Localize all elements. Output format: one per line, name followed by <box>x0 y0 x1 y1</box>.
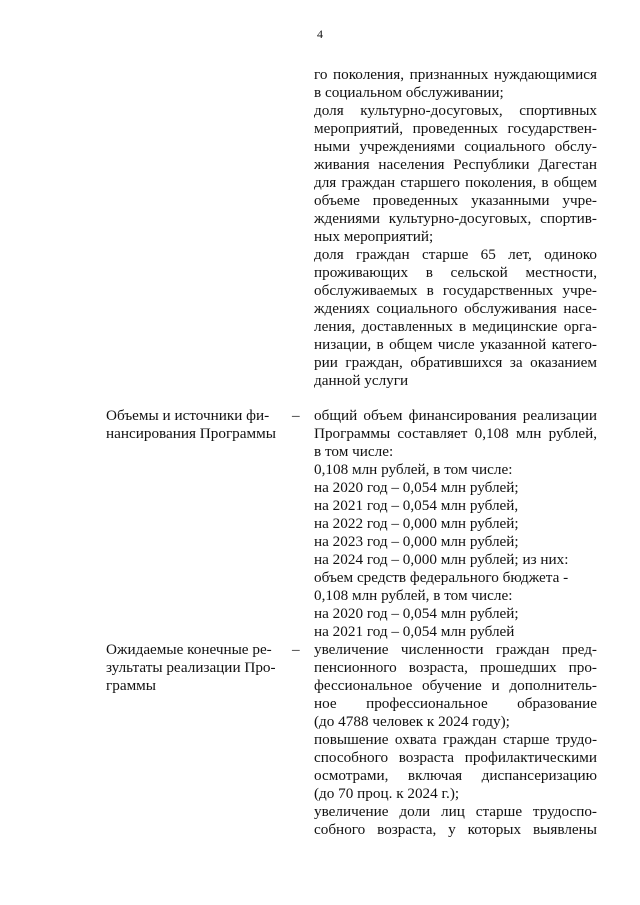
text-line: увеличение численности граждан пред- <box>314 641 597 658</box>
page-number: 4 <box>317 27 323 41</box>
text-line: (до 70 проц. к 2024 г.); <box>314 785 460 802</box>
text-line: для граждан старшего поколения, в общем <box>314 174 597 191</box>
text-line: в социальном обслуживании; <box>314 84 504 101</box>
text-line: 0,108 млн рублей, в том числе: <box>314 587 513 604</box>
financing-label-line: нансирования Программы <box>106 425 276 442</box>
text-line: проживающих в сельской местности, <box>314 264 597 281</box>
text-line: на 2022 год – 0,000 млн рублей; <box>314 515 519 532</box>
text-line: объем средств федерального бюджета - <box>314 569 569 586</box>
text-line: на 2021 год – 0,054 млн рублей <box>314 623 515 640</box>
text-line: общий объем финансирования реализации <box>314 407 597 424</box>
text-line: данной услуги <box>314 372 409 389</box>
text-line: 0,108 млн рублей, в том числе: <box>314 461 513 478</box>
text-line: увеличение доли лиц старше трудоспо- <box>314 803 597 820</box>
text-line: ное профессиональное образование <box>314 695 597 712</box>
text-line: (до 4788 человек к 2024 году); <box>314 713 510 730</box>
results-label-line: зультаты реализации Про- <box>106 659 276 676</box>
text-line: рии граждан, обратившихся за оказанием <box>314 354 597 371</box>
text-line: повышение охвата граждан старше трудо- <box>314 731 597 748</box>
text-line: го поколения, признанных нуждающимися <box>314 66 597 83</box>
text-line: на 2023 год – 0,000 млн рублей; <box>314 533 519 550</box>
results-label-line: Ожидаемые конечные ре- <box>106 641 272 658</box>
text-line: мероприятий, проведенных государствен- <box>314 120 597 137</box>
text-line: на 2020 год – 0,054 млн рублей; <box>314 605 519 622</box>
dash: – <box>292 641 300 658</box>
text-line: на 2021 год – 0,054 млн рублей, <box>314 497 519 514</box>
text-line: ных мероприятий; <box>314 228 434 245</box>
text-line: фессиональное обучение и дополнитель- <box>314 677 597 694</box>
financing-label-line: Объемы и источники фи- <box>106 407 270 424</box>
dash: – <box>292 407 300 424</box>
text-line: осмотрами, включая диспансеризацию <box>314 767 597 784</box>
text-line: ждениями культурно-досуговых, спортив- <box>314 210 597 227</box>
text-line: доля граждан старше 65 лет, одиноко <box>314 246 597 263</box>
text-line: на 2020 год – 0,054 млн рублей; <box>314 479 519 496</box>
results-label-line: граммы <box>106 677 156 694</box>
text-line: доля культурно-досуговых, спортивных <box>314 102 597 119</box>
text-line: низации, в общем числе указанной катего- <box>314 336 597 353</box>
text-line: пенсионного возраста, прошедших про- <box>314 659 597 676</box>
text-line: объеме проведенных указанными учре- <box>314 192 597 209</box>
text-line: на 2024 год – 0,000 млн рублей; из них: <box>314 551 569 568</box>
text-line: способного возраста профилактическими <box>314 749 597 766</box>
text-line: обслуживаемых в государственных учре- <box>314 282 597 299</box>
text-line: ными учреждениями социального обслу- <box>314 138 597 155</box>
text-line: ления, доставленных в медицинские орга- <box>314 318 597 335</box>
text-line: в том числе: <box>314 443 394 460</box>
text-line: живания населения Республики Дагестан <box>314 156 597 173</box>
text-line: собного возраста, у которых выявлены <box>314 821 597 838</box>
text-line: Программы составляет 0,108 млн рублей, <box>314 425 597 442</box>
text-line: ждениях социального обслуживания насе- <box>314 300 597 317</box>
